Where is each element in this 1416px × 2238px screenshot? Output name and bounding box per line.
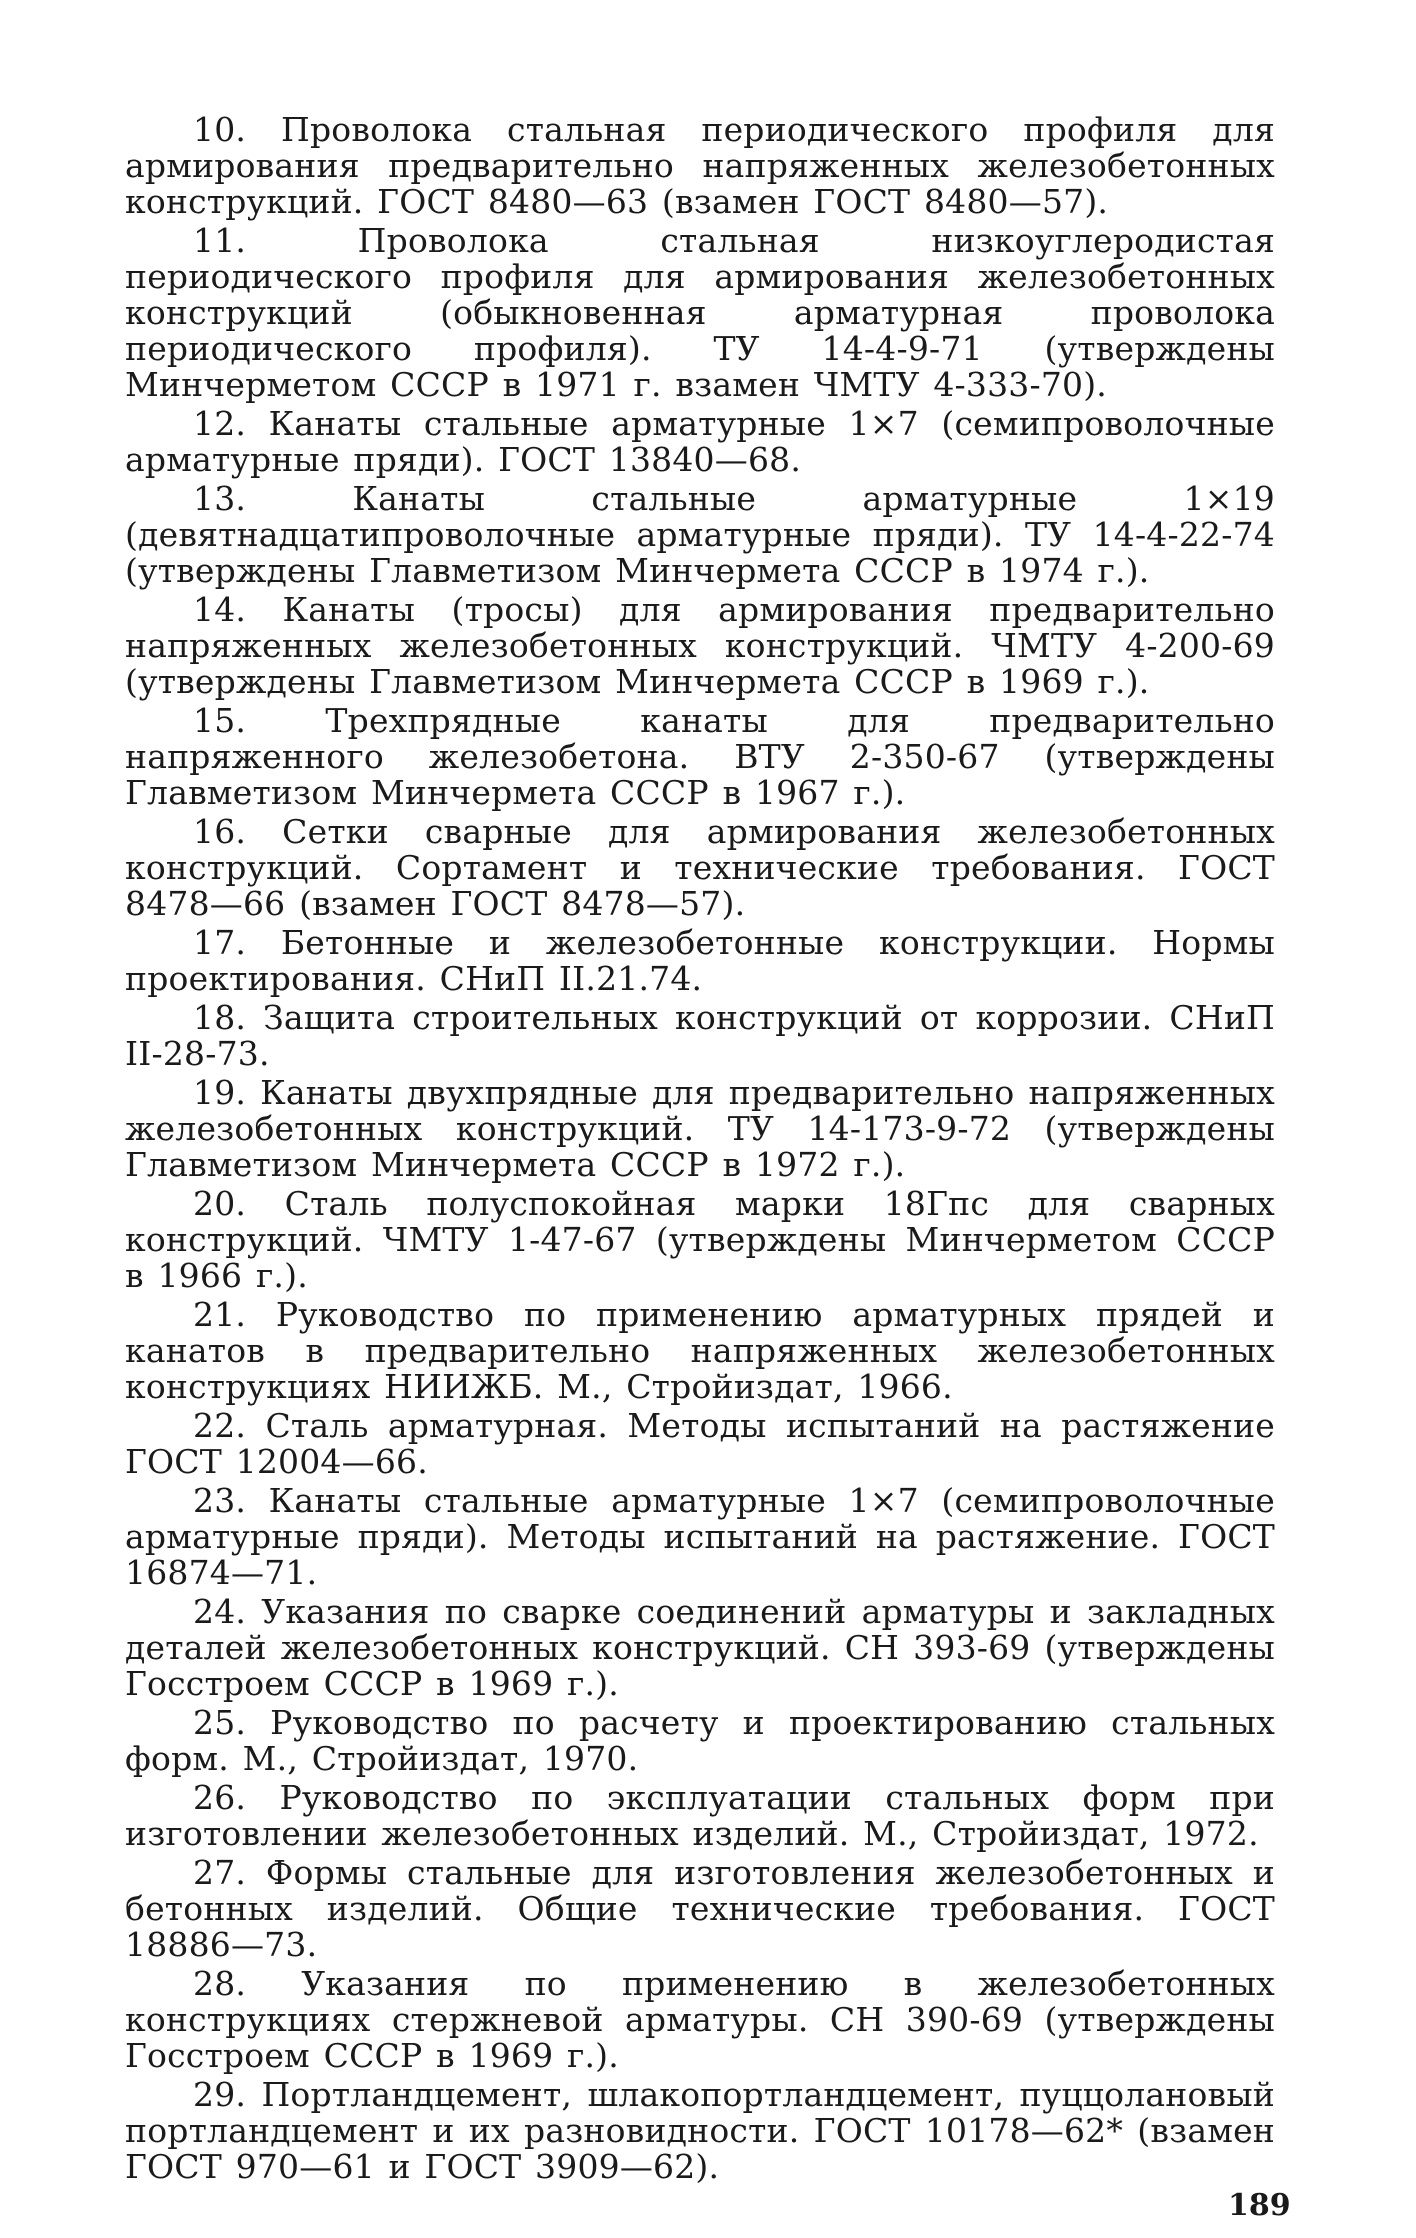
reference-item-22: 22. Сталь арматурная. Методы испытаний на растяжение ГОСТ 12004—66. [125,1406,1275,1481]
reference-item-21: 21. Руководство по применению арматурных прядей и канатов в предварительно напряженных железобетонных конструкциях НИИЖБ. М., Стройиздат, 1966. [125,1295,1275,1406]
reference-item-19: 19. Канаты двухпрядные для предварительно напряженных железобетонных конструкций. ТУ 14-173-9-72 (утверждены Главметизом Минчермета СССР в 1972 г.). [125,1073,1275,1184]
reference-item-26: 26. Руководство по эксплуатации стальных форм при изготовлении железобетонных изделий. М., Стройиздат, 1972. [125,1778,1275,1853]
reference-list [125,112,1275,2188]
reference-item-16: 16. Сетки сварные для армирования железобетонных конструкций. Сортамент и технические требования. ГОСТ 8478—66 (взамен ГОСТ 8478—57). [125,812,1275,923]
reference-item-14: 14. Канаты (тросы) для армирования предварительно напряженных железобетонных конструкций. ЧМТУ 4-200-69 (утверждены Главметизом Минчермета СССР в 1969 г.). [125,590,1275,701]
reference-item-29: 29. Портландцемент, шлакопортландцемент, пуццолановый портландцемент и их разновидности. ГОСТ 10178—62* (взамен ГОСТ 970—61 и ГОСТ 3909—62). [125,2075,1275,2186]
reference-item-20: 20. Сталь полуспокойная марки 18Гпс для сварных конструкций. ЧМТУ 1-47-67 (утверждены Минчерметом СССР в 1966 г.). [125,1184,1275,1295]
page-number: 189 [1228,2188,1291,2223]
reference-item-18: 18. Защита строительных конструкций от коррозии. СНиП II-28-73. [125,998,1275,1073]
reference-item-11: 11. Проволока стальная низкоуглеродистая периодического профиля для армирования железобетонных конструкций (обыкновенная арматурная проволока периодического профиля). ТУ 14-4-9-71 (утверждены Минчерметом СССР в 1971 г. взамен ЧМТУ 4-333-70). [125,221,1275,404]
reference-item-27: 27. Формы стальные для изготовления железобетонных и бетонных изделий. Общие технические требования. ГОСТ 18886—73. [125,1853,1275,1964]
reference-item-28: 28. Указания по применению в железобетонных конструкциях стержневой арматуры. СН 390-69 (утверждены Госстроем СССР в 1969 г.). [125,1964,1275,2075]
reference-item-15: 15. Трехпрядные канаты для предварительно напряженного железобетона. ВТУ 2-350-67 (утверждены Главметизом Минчермета СССР в 1967 г.). [125,701,1275,812]
reference-item-25: 25. Руководство по расчету и проектированию стальных форм. М., Стройиздат, 1970. [125,1703,1275,1778]
reference-item-17: 17. Бетонные и железобетонные конструкции. Нормы проектирования. СНиП II.21.74. [125,923,1275,998]
reference-item-23: 23. Канаты стальные арматурные 1×7 (семипроволочные арматурные пряди). Методы испытаний на растяжение. ГОСТ 16874—71. [125,1481,1275,1592]
reference-item-13: 13. Канаты стальные арматурные 1×19 (девятнадцатипроволочные арматурные пряди). ТУ 14-4-22-74 (утверждены Главметизом Минчермета СССР в 1974 г.). [125,479,1275,590]
reference-item-10: 10. Проволока стальная периодического профиля для армирования предварительно напряженных железобетонных конструкций. ГОСТ 8480—63 (взамен ГОСТ 8480—57). [125,110,1275,221]
reference-item-24: 24. Указания по сварке соединений арматуры и закладных деталей железобетонных конструкций. СН 393-69 (утверждены Госстроем СССР в 1969 г.). [125,1592,1275,1703]
reference-item-12: 12. Канаты стальные арматурные 1×7 (семипроволочные арматурные пряди). ГОСТ 13840—68. [125,404,1275,479]
